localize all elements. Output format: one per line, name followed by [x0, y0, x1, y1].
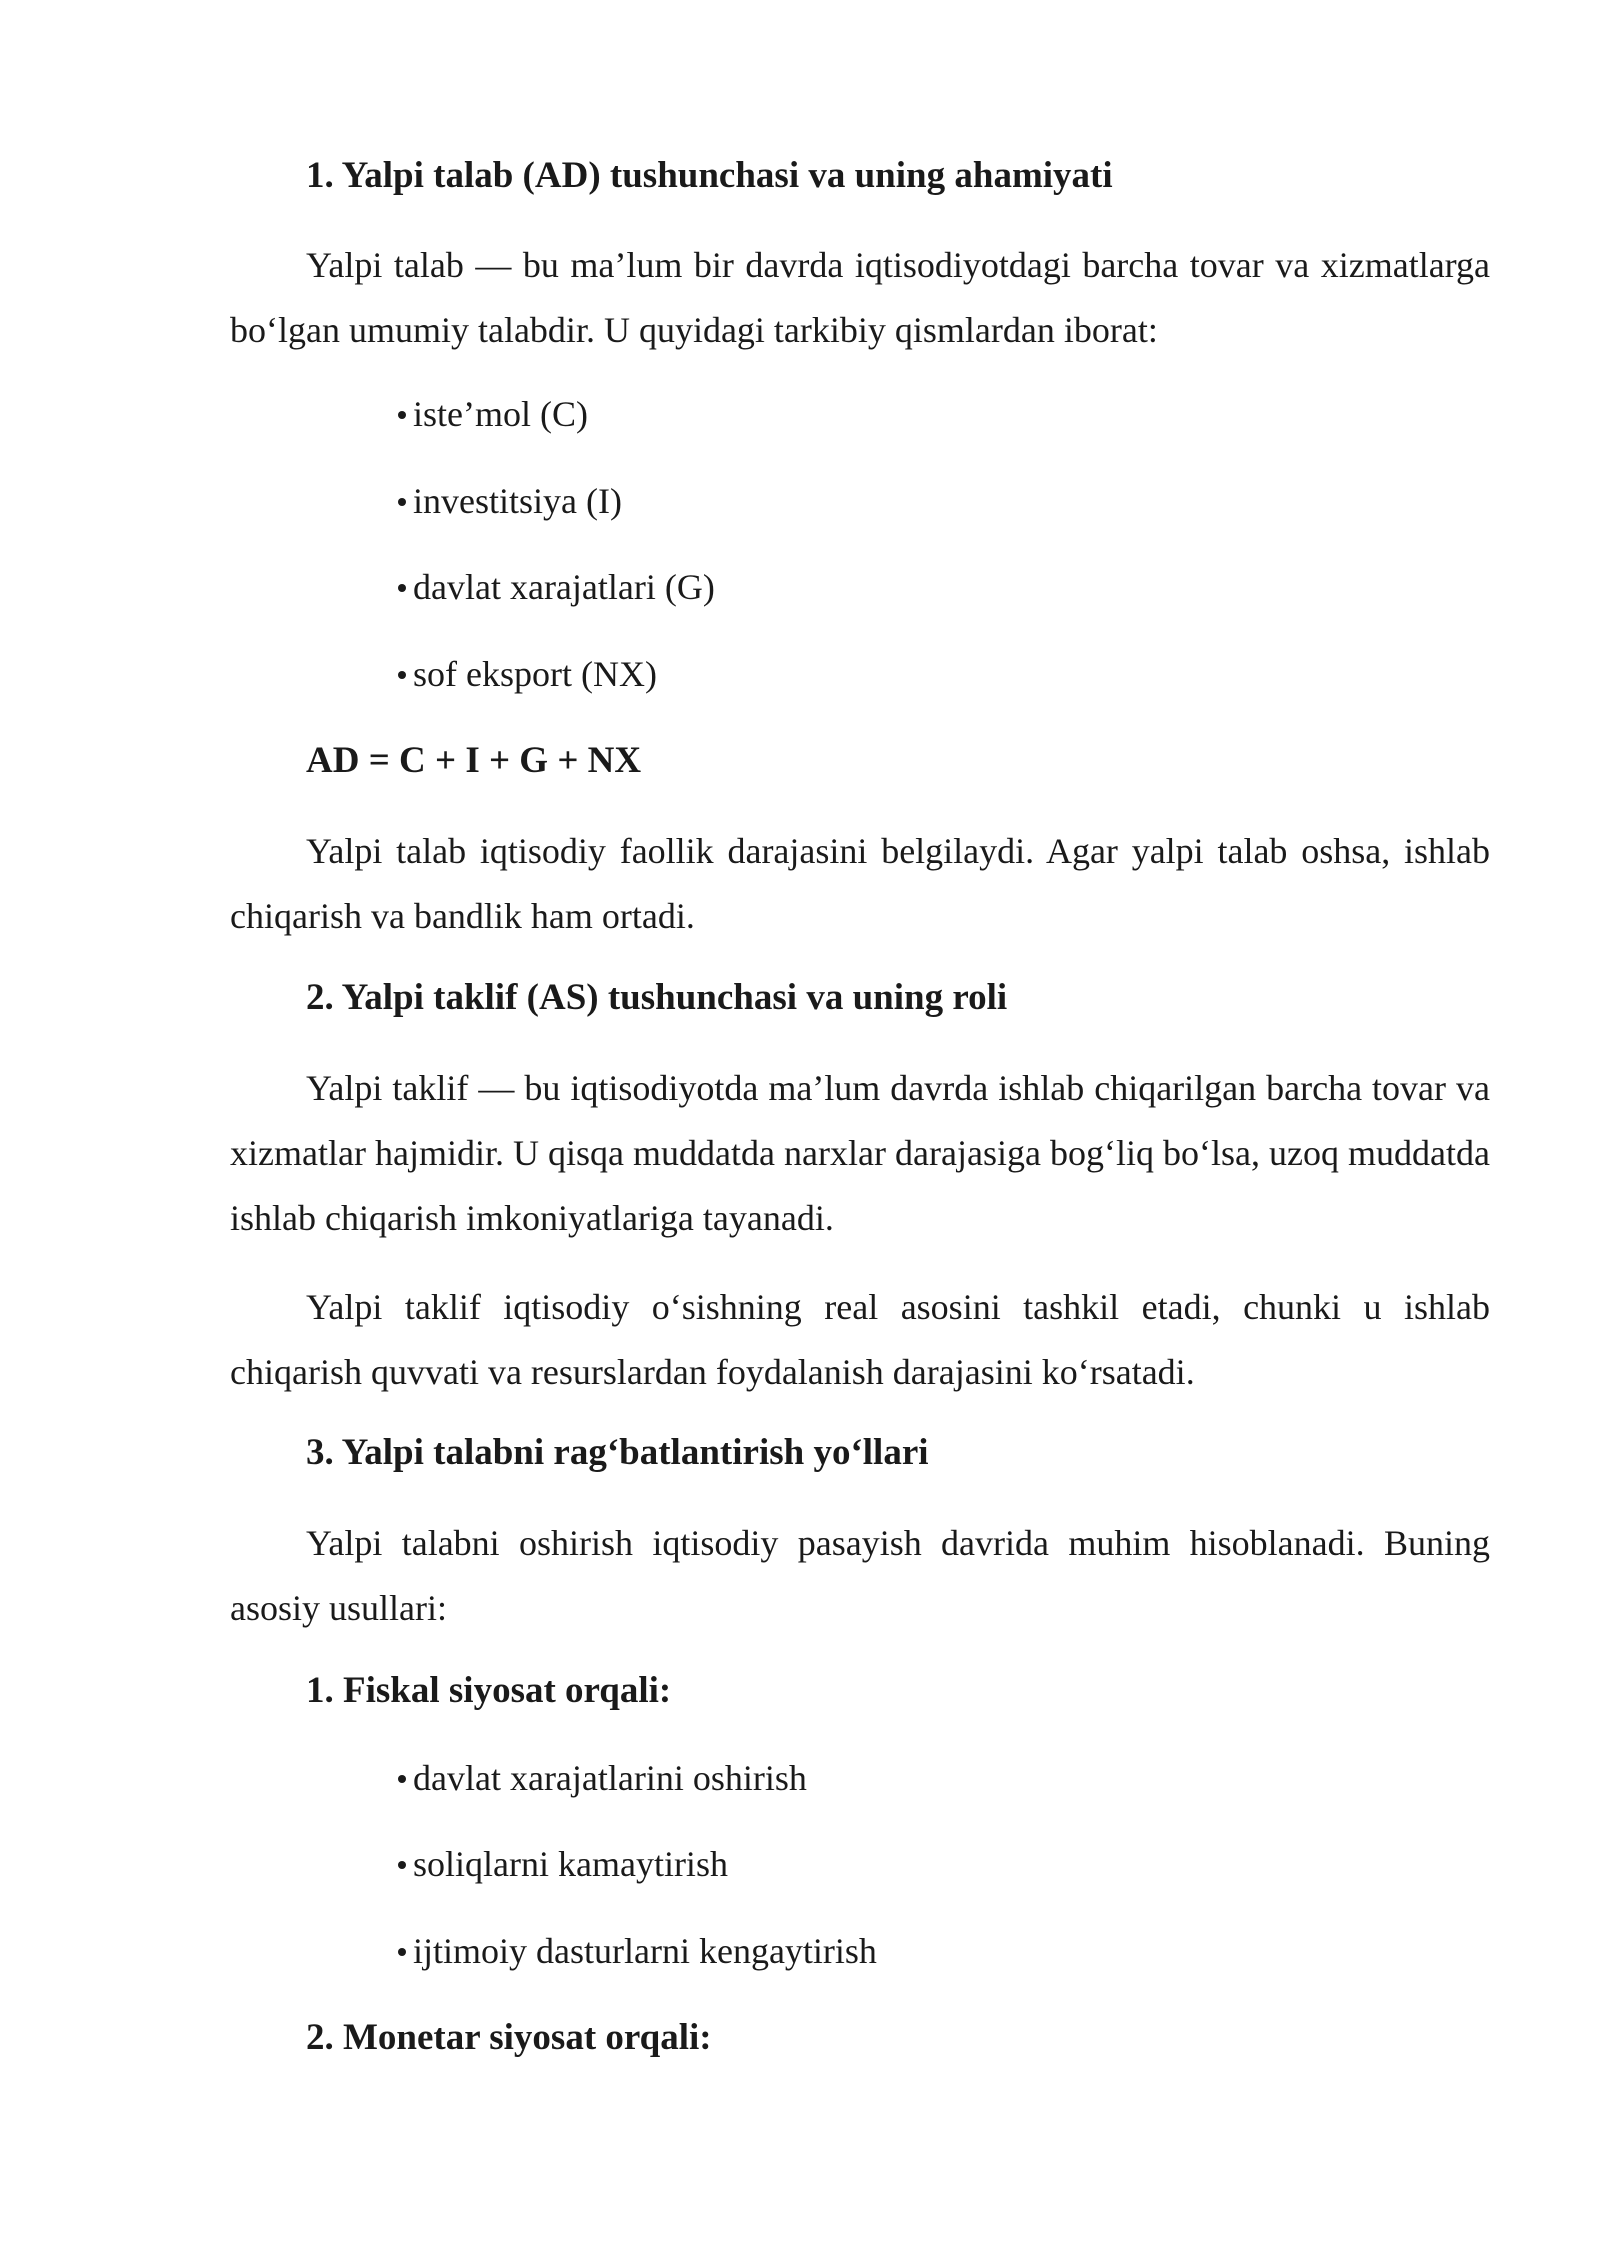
list-item: davlat xarajatlarini oshirish [398, 1758, 807, 1798]
bullet-icon [398, 584, 406, 592]
section-1-conclusion: Yalpi talab iqtisodiy faollik darajasini belgilaydi. Agar yalpi talab oshsa, ishlab chiqarish va bandlik ham ortadi. [230, 831, 1490, 936]
bullet-icon [398, 671, 406, 679]
list-item: sof eksport (NX) [398, 654, 657, 694]
list-item: ijtimoiy dasturlarni kengaytirish [398, 1931, 877, 1971]
section-3-intro: Yalpi talabni oshirish iqtisodiy pasayish davrida muhim hisoblanadi. Buning asosiy usullari: [230, 1523, 1490, 1628]
bullet-icon [398, 1775, 406, 1783]
monetary-policy-heading: 2. Monetar siyosat orqali: [306, 2017, 712, 2058]
bullet-icon [398, 411, 406, 419]
bullet-icon [398, 1948, 406, 1956]
section-1-heading: 1. Yalpi talab (AD) tushunchasi va uning ahamiyati [306, 155, 1113, 196]
list-item: davlat xarajatlari (G) [398, 567, 715, 607]
list-item: soliqlarni kamaytirish [398, 1844, 728, 1884]
bullet-icon [398, 498, 406, 506]
section-2-paragraph-2: Yalpi taklif iqtisodiy o‘sishning real asosini tashkil etadi, chunki u ishlab chiqarish quvvati va resurslardan foydalanish darajasini ko‘rsatadi. [230, 1287, 1490, 1392]
fiscal-policy-heading: 1. Fiskal siyosat orqali: [306, 1670, 672, 1711]
section-2-heading: 2. Yalpi taklif (AS) tushunchasi va uning roli [306, 977, 1008, 1018]
list-item: investitsiya (I) [398, 481, 622, 521]
ad-formula: AD = C + I + G + NX [306, 740, 642, 781]
section-3-heading: 3. Yalpi talabni rag‘batlantirish yo‘llari [306, 1432, 929, 1473]
list-item: iste’mol (C) [398, 394, 588, 434]
bullet-icon [398, 1861, 406, 1869]
section-2-paragraph-1: Yalpi taklif — bu iqtisodiyotda ma’lum davrda ishlab chiqarilgan barcha tovar va xizmatlar hajmidir. U qisqa muddatda narxlar darajasiga bog‘liq bo‘lsa, uzoq muddatda ishlab chiqarish imkoniyatlariga tayanadi. [230, 1068, 1490, 1238]
section-1-intro: Yalpi talab — bu ma’lum bir davrda iqtisodiyotdagi barcha tovar va xizmatlarga bo‘lgan umumiy talabdir. U quyidagi tarkibiy qismlardan iborat: [230, 245, 1490, 350]
